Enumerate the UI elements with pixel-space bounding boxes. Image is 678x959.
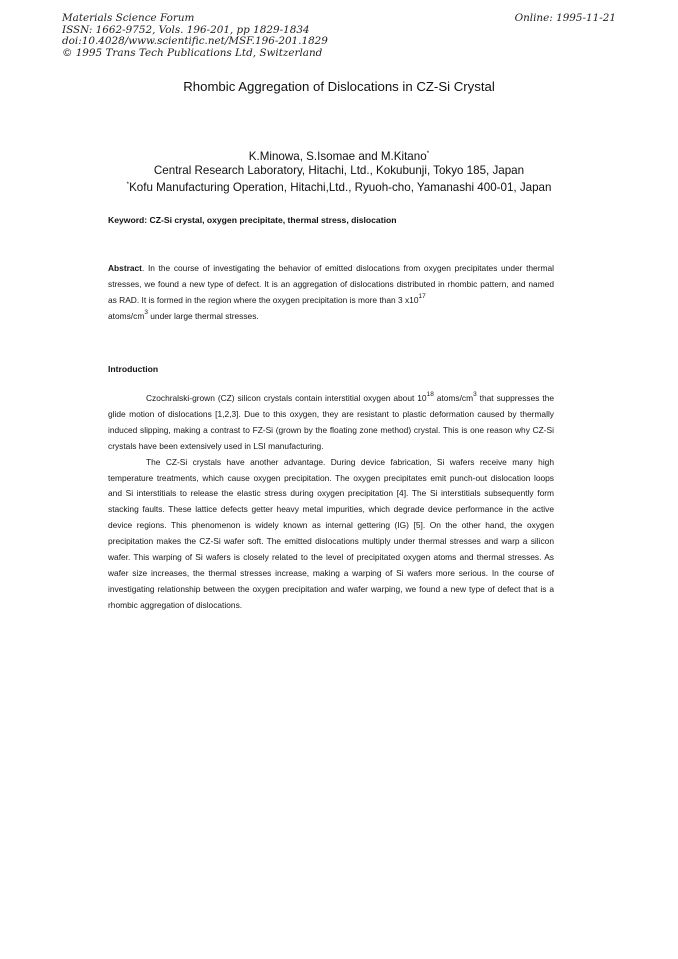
introduction-body (108, 391, 554, 614)
affiliation-mark: * (126, 181, 130, 188)
doi-line: doi:10.4028/www.scientific.net/MSF.196-201.1829 (62, 35, 328, 47)
publication-header (62, 13, 328, 59)
paragraph-text: that suppresses the glide motion of dislocations [1,2,3]. Due to this oxygen, they are resistant to plastic deformation caused by thermally induced slipping, making a contrast to FZ-Si (grown by the floating zone method) crystal. This is one reason why CZ-Si crystals have been extensively used in LSI manufacturing. (108, 393, 555, 451)
affiliation-primary: Central Research Laboratory, Hitachi, Ltd., Kokubunji, Tokyo 185, Japan (153, 164, 525, 177)
author-affiliation-mark: * (426, 150, 430, 157)
paragraph (108, 391, 554, 455)
author-line (0, 150, 678, 163)
affiliation-secondary-text: Kofu Manufacturing Operation, Hitachi,Ltd., Ryuoh-cho, Yamanashi 400-01, Japan (129, 181, 552, 194)
affiliation-secondary (0, 181, 678, 194)
paragraph: The CZ-Si crystals have another advantage. During device fabrication, Si wafers receive many high temperature treatments, which cause oxygen precipitation. The oxygen precipitates emit punch-out dislocation loops and Si interstitials to release the elastic stress during oxygen precipitation [4]. The Si interstitials subsequently form stacking faults. These lattice defects getter heavy metal impurities, which degrade device performance in the active device regions. This phenomenon is widely known as internal gettering (IG) [5]. On the other hand, the oxygen precipitation makes the CZ-Si wafer soft. The emitted dislocations multiply under thermal stresses and warp a silicon wafer. This warping of Si wafers is closely related to the level of precipitated oxygen atoms and thermal stresses. As wafer size increases, the thermal stresses increase, making a warping of Si wafers more serious. In the course of investigating relationship between the oxygen precipitation and wafer warping, we found a new type of defect that is a rhombic aggregation of dislocations. (108, 456, 554, 610)
paper-title: Rhombic Aggregation of Dislocations in CZ-Si Crystal (183, 79, 495, 94)
abstract-label: Abstract (108, 263, 142, 273)
abstract-text: . In the course of investigating the behavior of emitted dislocations from oxygen precipitates under thermal stresses, we found a new type of defect. It is an aggregation of dislocations distributed in rhombic pattern, and named as RAD. It is formed in the region where the oxygen precipitation is more than 3 x10 (108, 263, 554, 305)
keywords: Keyword: CZ-Si crystal, oxygen precipitate, thermal stress, dislocation (108, 215, 397, 225)
introduction-heading: Introduction (108, 364, 159, 374)
paragraph-text: Czochralski-grown (CZ) silicon crystals contain interstitial oxygen about 10 (146, 393, 427, 403)
paragraph-text: atoms/cm (433, 393, 474, 403)
abstract (108, 261, 554, 325)
author-names: K.Minowa, S.Isomae and M.Kitano (248, 150, 427, 163)
online-date: Online: 1995-11-21 (514, 12, 616, 24)
exponent: 3 (473, 391, 477, 398)
abstract-unit-exponent: 3 (144, 308, 148, 316)
abstract-text-end: under large thermal stresses. (147, 310, 259, 321)
copyright-line: © 1995 Trans Tech Publications Ltd, Switzerland (62, 46, 323, 59)
abstract-unit: atoms/cm (108, 310, 145, 321)
exponent: 18 (426, 391, 434, 398)
abstract-exponent: 17 (418, 292, 426, 300)
journal-name: Materials Science Forum (62, 12, 195, 24)
issn-line: ISSN: 1662-9752, Vols. 196-201, pp 1829-1834 (62, 23, 310, 36)
